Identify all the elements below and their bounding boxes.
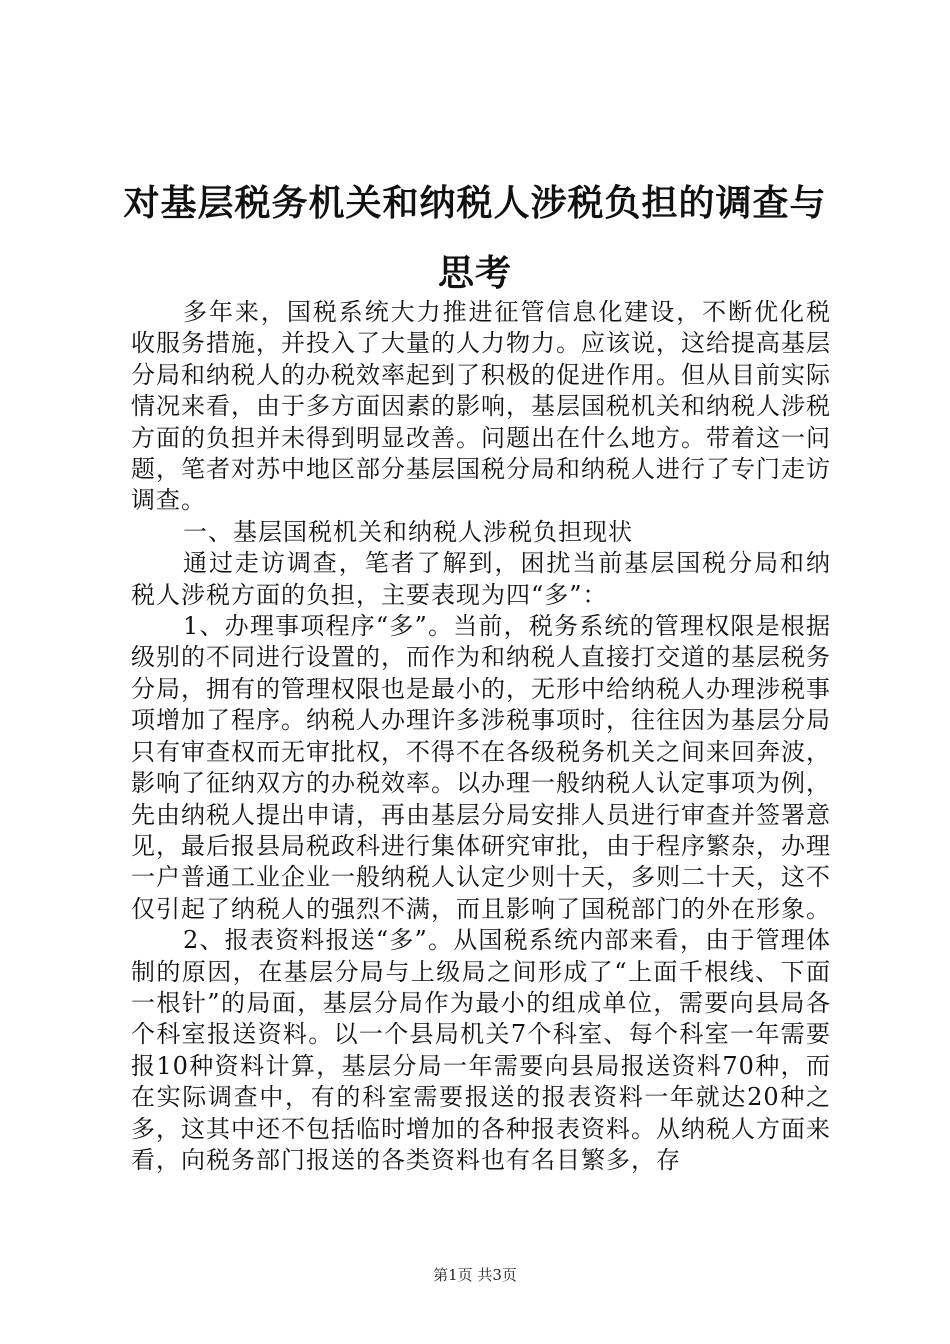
section-heading: 一、基层国税机关和纳税人涉税负担现状 [183,517,633,546]
document-title: 对基层税务机关和纳税人涉税负担的调查与思考 [123,182,827,294]
page-number: 第1页 共3页 [433,1266,517,1284]
paragraph-point-1: 1、办理事项程序“多”。当前，税务系统的管理权限是根据级别的不同进行设置的，而作为和纳税人直接打交道的基层税务分局，拥有的管理权限也是最小的，无形中给纳税人办理涉税事项增加了程序。纳税人办理许多涉税事项时，往往因为基层分局只有审查权而无审批权，不得不在各级税务机关之间来回奔波，影响了征纳双方的办税效率。以办理一般纳税人认定事项为例，先由纳税人提出申请，再由基层分局安排人员进行审查并签署意见，最后报县局税政科进行集体研究审批，由于程序繁杂，办理一户普通工业企业一般纳税人认定少则十天，多则二十天，这不仅引起了纳税人的强烈不满，而且影响了国税部门的外在形象。 [131,612,831,923]
document-body [131,297,831,1176]
paragraph-point-2: 2、报表资料报送“多”。从国税系统内部来看，由于管理体制的原因，在基层分局与上级局之间形成了“上面千根线、下面一根针”的局面，基层分局作为最小的组成单位，需要向县局各个科室报送资料。以一个县局机关7个科室、每个科室一年需要报10种资料计算，基层分局一年需要向县局报送资料70种，而在实际调查中，有的科室需要报送的报表资料一年就达20种之多，这其中还不包括临时增加的各种报表资料。从纳税人方面来看，向税务部门报送的各类资料也有名目繁多，存 [131,926,831,1174]
paragraph-intro: 多年来，国税系统大力推进征管信息化建设，不断优化税收服务措施，并投入了大量的人力物力。应该说，这给提高基层分局和纳税人的办税效率起到了积极的促进作用。但从目前实际情况来看，由于多方面因素的影响，基层国税机关和纳税人涉税方面的负担并未得到明显改善。问题出在什么地方。带着这一问题，笔者对苏中地区部分基层国税分局和纳税人进行了专门走访调查。 [131,298,831,515]
paragraph-overview: 通过走访调查，笔者了解到，困扰当前基层国税分局和纳税人涉税方面的负担，主要表现为四“多”： [131,549,831,609]
